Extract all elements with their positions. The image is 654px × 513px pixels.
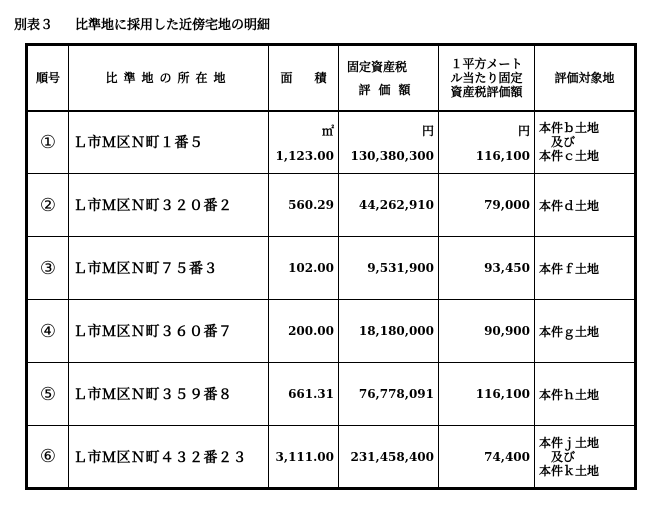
row-area: 200.00 xyxy=(269,300,339,363)
value-amount: 130,380,300 xyxy=(350,148,434,163)
header-area-part2: 積 xyxy=(314,71,327,86)
row-unit-price xyxy=(439,111,535,174)
target-line1: 本件ｂ土地 xyxy=(539,121,600,136)
unit-price-amount: 116,100 xyxy=(475,148,530,163)
row-area: 661.31 xyxy=(269,363,339,426)
row-no: ③ xyxy=(27,237,69,300)
header-location: 比準地の所在地 xyxy=(69,45,269,111)
document-heading xyxy=(14,14,270,33)
table-row xyxy=(27,111,636,174)
table-row xyxy=(27,363,636,426)
header-unit-price xyxy=(439,45,535,111)
row-value: 9,531,900 xyxy=(339,237,439,300)
heading-label: 別表３ xyxy=(14,18,54,33)
row-value: 18,180,000 xyxy=(339,300,439,363)
header-unit-line3: 資産税評価額 xyxy=(450,84,523,99)
row-no: ⑥ xyxy=(27,426,69,489)
table-row xyxy=(27,300,636,363)
row-target: 本件ｇ土地 xyxy=(535,300,636,363)
row-no: ④ xyxy=(27,300,69,363)
header-assessed-value xyxy=(339,45,439,111)
unit-price-unit: 円 xyxy=(517,123,530,138)
row-target: 本件ｆ土地 xyxy=(535,237,636,300)
header-value-line2: 評価額 xyxy=(358,82,419,97)
header-area-part1: 面 xyxy=(280,71,293,86)
row-unit-price: 93,450 xyxy=(439,237,535,300)
row-target xyxy=(535,426,636,489)
header-target: 評価対象地 xyxy=(535,45,636,111)
row-area: 560.29 xyxy=(269,174,339,237)
target-line3: 本件ｋ土地 xyxy=(539,463,600,478)
row-area: 3,111.00 xyxy=(269,426,339,489)
row-location: Ｌ市Ｍ区Ｎ町３２０番２ xyxy=(69,174,269,237)
row-value: 44,262,910 xyxy=(339,174,439,237)
row-location: Ｌ市Ｍ区Ｎ町３５９番８ xyxy=(69,363,269,426)
heading-title: 比準地に採用した近傍宅地の明細 xyxy=(75,18,271,33)
row-area: 102.00 xyxy=(269,237,339,300)
header-unit-line1: １平方メート xyxy=(450,56,523,71)
row-unit-price: 116,100 xyxy=(439,363,535,426)
row-location: Ｌ市Ｍ区Ｎ町４３２番２３ xyxy=(69,426,269,489)
header-value-line1: 固定資産税 xyxy=(347,59,408,74)
header-unit-line2: ル当たり固定 xyxy=(450,70,523,85)
row-no: ② xyxy=(27,174,69,237)
area-value: 1,123.00 xyxy=(275,148,334,163)
header-no: 順号 xyxy=(27,45,69,111)
target-line1: 本件ｊ土地 xyxy=(539,435,600,450)
table-header-row xyxy=(27,45,636,111)
row-area xyxy=(269,111,339,174)
row-target: 本件ｈ土地 xyxy=(535,363,636,426)
header-area xyxy=(269,45,339,111)
row-value: 76,778,091 xyxy=(339,363,439,426)
row-location: Ｌ市Ｍ区Ｎ町７５番３ xyxy=(69,237,269,300)
row-no: ⑤ xyxy=(27,363,69,426)
row-no: ① xyxy=(27,111,69,174)
comparison-land-table xyxy=(25,43,637,490)
table-row xyxy=(27,426,636,489)
table-row xyxy=(27,174,636,237)
row-location: Ｌ市Ｍ区Ｎ町１番５ xyxy=(69,111,269,174)
target-line3: 本件ｃ土地 xyxy=(539,149,600,164)
row-unit-price: 74,400 xyxy=(439,426,535,489)
row-location: Ｌ市Ｍ区Ｎ町３６０番７ xyxy=(69,300,269,363)
row-target xyxy=(535,111,636,174)
row-target: 本件ｄ土地 xyxy=(535,174,636,237)
area-unit: ㎡ xyxy=(321,123,334,138)
table-row xyxy=(27,237,636,300)
target-line2: 及び xyxy=(551,449,576,464)
row-unit-price: 90,900 xyxy=(439,300,535,363)
row-value xyxy=(339,111,439,174)
row-value: 231,458,400 xyxy=(339,426,439,489)
value-unit: 円 xyxy=(421,123,434,138)
row-unit-price: 79,000 xyxy=(439,174,535,237)
target-line2: 及び xyxy=(551,135,576,150)
